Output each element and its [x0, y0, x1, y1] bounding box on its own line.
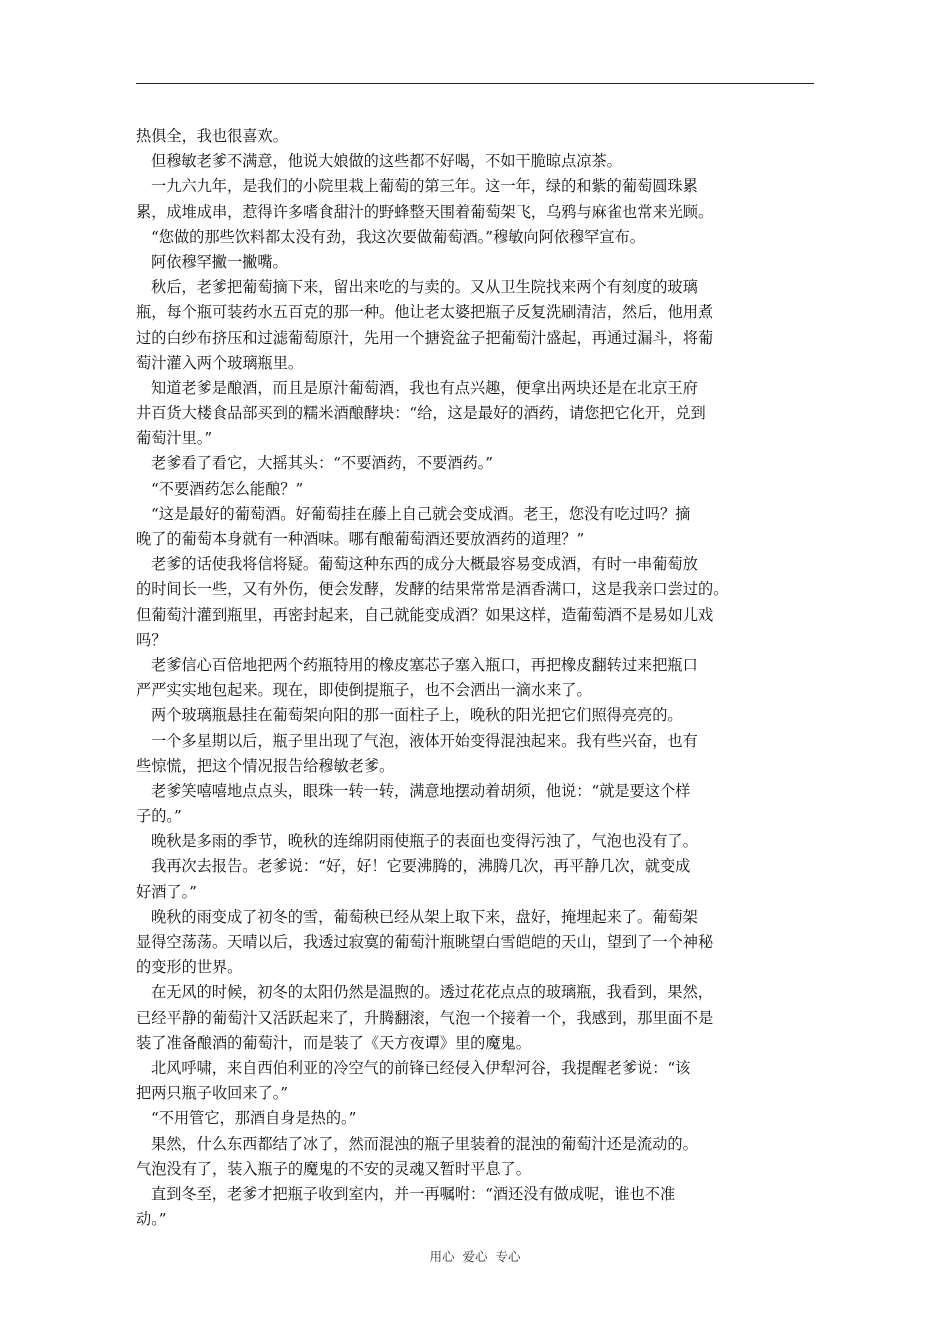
text-line: 些惊慌，把这个情况报告给穆敏老爹。 — [136, 756, 395, 775]
text-line: 阿依穆罕撇一撇嘴。 — [151, 252, 288, 271]
text-line: 已经平静的葡萄汁又活跃起来了，升腾翻滚，气泡一个接着一个，我感到，那里面不是 — [136, 1008, 714, 1027]
text-line: 的变形的世界。 — [136, 958, 243, 977]
text-line: 在无风的时候，初冬的太阳仍然是温煦的。透过花花点点的玻璃瓶，我看到，果然， — [151, 983, 713, 1002]
text-line: “不用管它，那酒自身是热的。” — [151, 1109, 357, 1128]
text-line: 好酒了。” — [136, 882, 197, 901]
text-line: 老爹的话使我将信将疑。葡萄这种东西的成分大概最容易变成酒，有时一串葡萄放 — [151, 555, 698, 574]
text-line: 晚秋是多雨的季节，晚秋的连绵阴雨使瓶子的表面也变得污浊了，气泡也没有了。 — [151, 832, 698, 851]
text-line: 装了准备酿酒的葡萄汁，而是装了《天方夜谭》里的魔鬼。 — [136, 1033, 531, 1052]
text-line: 的时间长一些，又有外伤，便会发酵，发酵的结果常常是酒香满口，这是我亲口尝过的。 — [136, 580, 729, 599]
text-line: 老爹信心百倍地把两个药瓶特用的橡皮塞芯子塞入瓶口，再把橡皮翻转过来把瓶口 — [151, 655, 698, 674]
text-line: “您做的那些饮料都太没有劲，我这次要做葡萄酒。”穆敏向阿依穆罕宣布。 — [151, 227, 645, 246]
text-line: 动。” — [136, 1210, 167, 1229]
text-line: 瓶，每个瓶可装药水五百克的那一种。他让老太婆把瓶子反复洗刷清洁，然后，他用煮 — [136, 303, 714, 322]
text-line: 果然，什么东西都结了冰了，然而混浊的瓶子里装着的混浊的葡萄汁还是流动的。 — [151, 1134, 698, 1153]
text-line: “这是最好的葡萄酒。好葡萄挂在藤上自己就会变成酒。老王，您没有吃过吗？摘 — [151, 504, 691, 523]
text-line: 我再次去报告。老爹说：“好，好！它要沸腾的，沸腾几次，再平静几次，就变成 — [151, 857, 691, 876]
page-footer: 用心 爱心 专心 — [429, 1249, 521, 1264]
text-line: 萄汁灌入两个玻璃瓶里。 — [136, 353, 304, 372]
text-line: 过的白纱布挤压和过滤葡萄原汁，先用一个搪瓷盆子把葡萄汁盛起，再通过漏斗，将葡 — [136, 328, 714, 347]
text-line: 但穆敏老爹不满意，他说大娘做的这些都不好喝，不如干脆晾点凉茶。 — [151, 152, 622, 171]
header-rule — [136, 83, 814, 84]
text-line: 吗？ — [136, 630, 167, 649]
text-line: 把两只瓶子收回来了。” — [136, 1084, 289, 1103]
text-line: 一个多星期以后，瓶子里出现了气泡，液体开始变得混浊起来。我有些兴奋，也有 — [151, 731, 698, 750]
text-line: 秋后，老爹把葡萄摘下来，留出来吃的与卖的。又从卫生院找来两个有刻度的玻璃 — [151, 278, 698, 297]
text-line: 严严实实地包起来。现在，即使倒提瓶子，也不会洒出一滴水来了。 — [136, 681, 592, 700]
text-line: 葡萄汁里。” — [136, 429, 213, 448]
text-line: 显得空荡荡。天晴以后，我透过寂寞的葡萄汁瓶眺望白雪皑皑的天山，望到了一个神秘 — [136, 933, 714, 951]
text-line: 直到冬至，老爹才把瓶子收到室内，并一再嘱咐：“酒还没有做成呢，谁也不准 — [151, 1184, 676, 1203]
text-line: 子的。” — [136, 807, 182, 826]
text-line: 老爹笑嘻嘻地点点头，眼珠一转一转，满意地摆动着胡须，他说：“就是要这个样 — [151, 781, 691, 800]
text-line: 但葡萄汁灌到瓶里，再密封起来，自己就能变成酒？如果这样，造葡萄酒不是易如儿戏 — [136, 605, 714, 624]
text-line: 累，成堆成串，惹得许多嗜食甜汁的野蜂整天围着葡萄架飞，乌鸦与麻雀也常来光顾。 — [136, 202, 714, 221]
text-line: 热俱全，我也很喜欢。 — [136, 127, 288, 145]
body-text — [136, 124, 806, 1232]
text-line: 晚秋的雨变成了初冬的雪，葡萄秧已经从架上取下来，盘好，掩埋起来了。葡萄架 — [151, 907, 698, 926]
text-line: 井百货大楼食品部买到的糯米酒酿酵块：“给，这是最好的酒药，请您把它化开，兑到 — [136, 404, 706, 423]
text-line: 晚了的葡萄本身就有一种酒味。哪有酿葡萄酒还要放酒药的道理？” — [136, 530, 585, 548]
text-line: 知道老爹是酿酒，而且是原汁葡萄酒，我也有点兴趣，便拿出两块还是在北京王府 — [151, 378, 698, 397]
text-line: 两个玻璃瓶悬挂在葡萄架向阳的那一面柱子上，晚秋的阳光把它们照得亮亮的。 — [151, 706, 683, 725]
text-line: 气泡没有了，装入瓶子的魔鬼的不安的灵魂又暂时平息了。 — [136, 1159, 531, 1178]
text-line: 一九六九年，是我们的小院里栽上葡萄的第三年。这一年，绿的和紫的葡萄圆珠累 — [151, 177, 698, 196]
text-line: 北风呼啸，来自西伯利亚的冷空气的前锋已经侵入伊犁河谷，我提醒老爹说：“该 — [151, 1058, 691, 1077]
text-line: 老爹看了看它，大摇其头：“不要酒药，不要酒药。” — [151, 454, 494, 473]
text-line: “不要酒药怎么能酿？” — [151, 479, 304, 498]
